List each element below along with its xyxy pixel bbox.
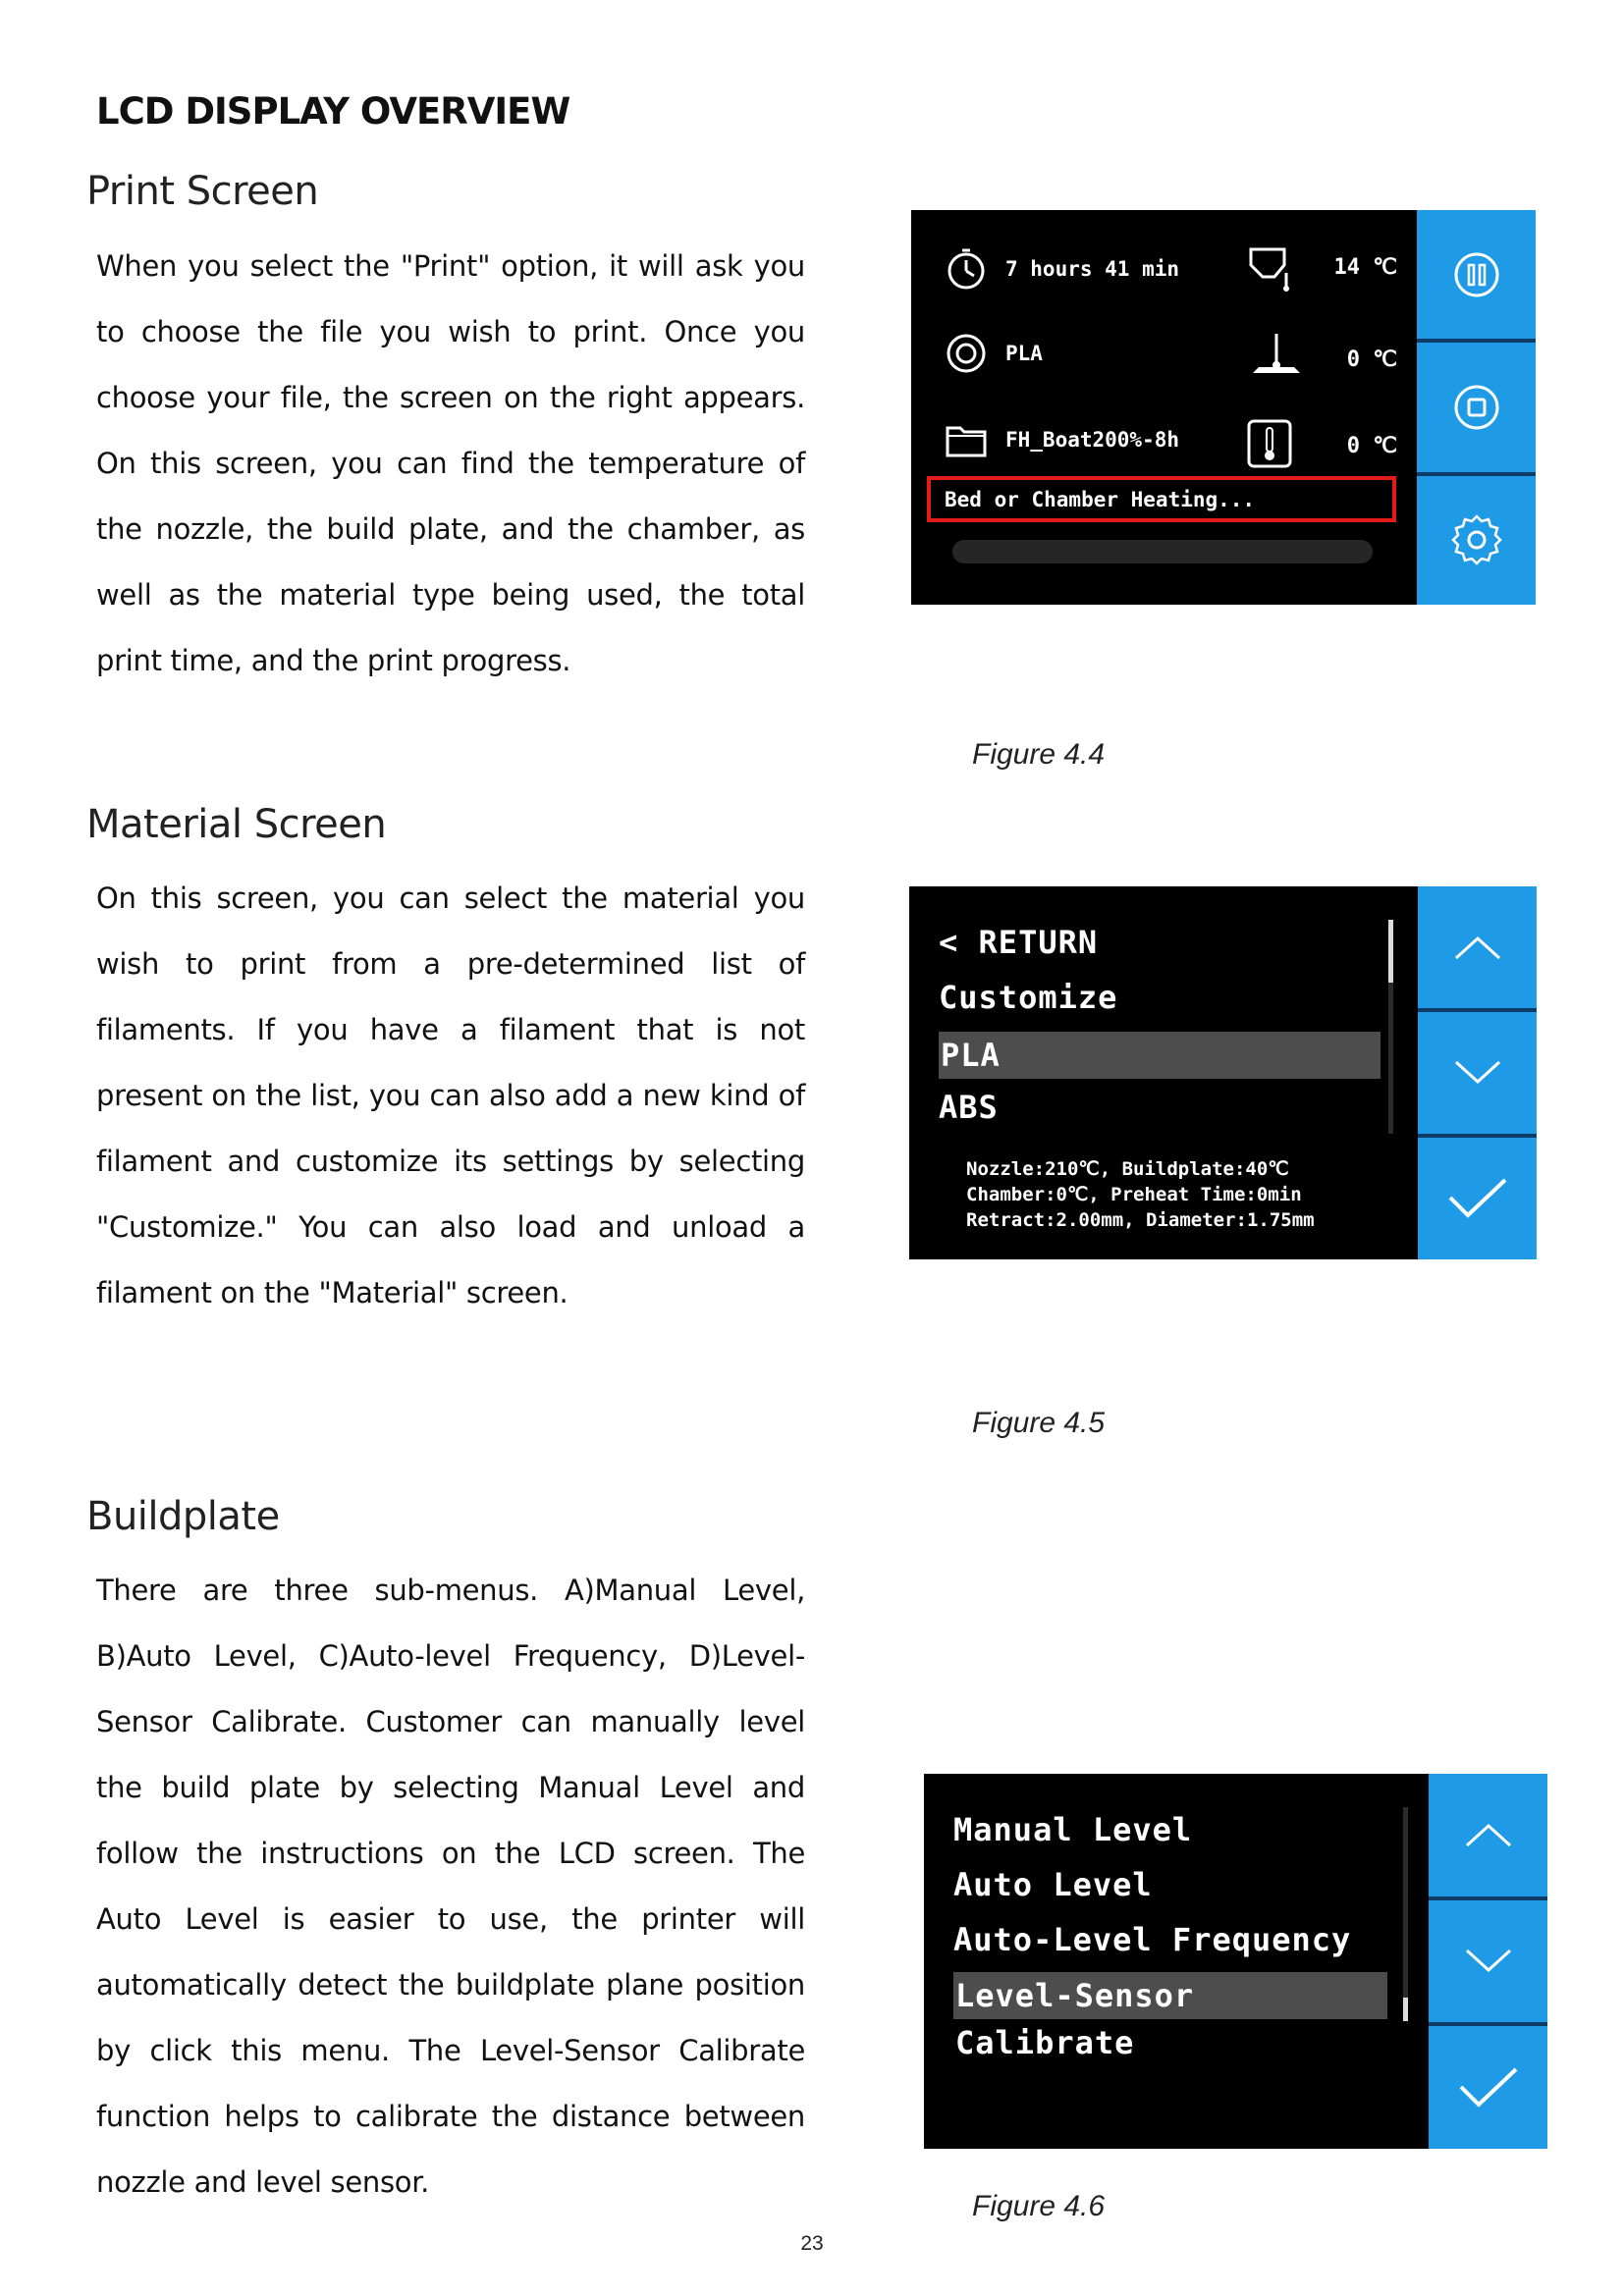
material-value: PLA [1005, 342, 1043, 365]
menu-item-auto-level-frequency[interactable]: Auto-Level Frequency [953, 1921, 1352, 1958]
confirm-button[interactable] [1429, 2026, 1547, 2149]
scroll-up-button[interactable] [1418, 886, 1537, 1012]
menu-item-return[interactable]: < RETURN [939, 924, 1099, 961]
buildplate-title: Buildplate [86, 1494, 280, 1539]
material-row [945, 332, 1043, 375]
buildplate-scroll-thumb[interactable] [1403, 1998, 1408, 2021]
bed-temp-row [1245, 330, 1308, 379]
nozzle-temp-row [1245, 243, 1294, 293]
print-screen-body: When you select the "Print" option, it will ask you to choose the file you wish to print. Once you choose your file, the screen on the right appears. On this screen, you can find the temperature of the nozzle, the build plate, and the chamber, as well as the material type being used, the total print time, and the print progress. [96, 249, 805, 677]
scroll-down-button[interactable] [1418, 1012, 1537, 1138]
material-screen-body: On this screen, you can select the material you wish to print from a pre-determined list of filaments. If you have a filament that is not present on the list, you can also add a new kind of filament and customize its settings by selecting "Customize." You can also load and unload a filament on the "Material" screen. [96, 881, 805, 1309]
check-icon [1457, 2065, 1520, 2110]
print-progress-bar [952, 540, 1373, 563]
material-scroll-thumb[interactable] [1388, 920, 1393, 983]
folder-icon [945, 420, 988, 459]
menu-item-level-sensor-calibrate[interactable]: Level-Sensor Calibrate [953, 1972, 1387, 2019]
stop-button[interactable] [1417, 343, 1536, 475]
menu-item-abs[interactable]: ABS [939, 1089, 999, 1126]
filament-icon [945, 332, 988, 375]
material-scrollbar[interactable] [1388, 920, 1393, 1134]
confirm-button[interactable] [1418, 1138, 1537, 1259]
buildplate-scrollbar[interactable] [1403, 1807, 1408, 2021]
print-screen-title: Print Screen [86, 169, 319, 214]
arrow-down-icon [1452, 1058, 1503, 1088]
buildplate-lcd-screen [924, 1774, 1547, 2149]
settings-button[interactable] [1417, 476, 1536, 605]
scroll-up-button[interactable] [1429, 1774, 1547, 1900]
file-row [945, 420, 1179, 459]
material-info-line-3: Retract:2.00mm, Diameter:1.75mm [966, 1209, 1315, 1231]
print-lcd-screen [911, 210, 1536, 605]
print-time-value: 7 hours 41 min [1005, 257, 1180, 281]
nozzle-temp-value: 14 ℃ [1333, 255, 1397, 280]
chamber-temp-row [1245, 418, 1294, 469]
buildplate-body: There are three sub-menus. A)Manual Level, B)Auto Level, C)Auto-level Frequency, D)Level-Sensor Calibrate. Customer can manually level the build plate by selecting Manual Level and follow the instructions on the LCD screen. The Auto Level is easier to use, the printer will automatically detect the buildplate plane position by click this menu. The Level-Sensor Calibrate function helps to calibrate the distance between nozzle and level sensor. [96, 1574, 805, 2199]
material-screen-title: Material Screen [86, 802, 387, 847]
menu-item-manual-level[interactable]: Manual Level [953, 1811, 1193, 1848]
page-heading: LCD DISPLAY OVERVIEW [96, 90, 570, 133]
arrow-up-icon [1463, 1820, 1514, 1849]
arrow-up-icon [1452, 933, 1503, 962]
material-info-line-2: Chamber:0℃, Preheat Time:0min [966, 1184, 1302, 1205]
bed-temp-value: 0 ℃ [1346, 347, 1397, 372]
material-info [966, 1156, 1315, 1233]
material-info-line-1: Nozzle:210℃, Buildplate:40℃ [966, 1158, 1289, 1180]
stopwatch-icon [945, 247, 988, 291]
material-lcd-screen [909, 886, 1537, 1259]
print-time-row [945, 247, 1179, 291]
page-number: 23 [800, 2232, 824, 2255]
menu-item-customize[interactable]: Customize [939, 979, 1118, 1016]
status-message: Bed or Chamber Heating... [927, 476, 1396, 522]
file-name-value: FH_Boat200%-8h [1005, 428, 1180, 452]
nozzle-icon [1245, 243, 1294, 293]
bed-icon [1245, 330, 1308, 379]
buildplate-side-buttons [1429, 1774, 1547, 2149]
thermometer-icon [1245, 418, 1294, 469]
check-icon [1446, 1176, 1509, 1221]
figure-4-4-caption: Figure 4.4 [972, 738, 1106, 771]
arrow-down-icon [1463, 1947, 1514, 1976]
stop-icon [1452, 383, 1501, 432]
material-side-buttons [1418, 886, 1537, 1259]
menu-item-pla[interactable]: PLA [939, 1032, 1380, 1079]
pause-button[interactable] [1417, 210, 1536, 343]
pause-icon [1452, 250, 1501, 299]
chamber-temp-value: 0 ℃ [1346, 434, 1397, 458]
scroll-down-button[interactable] [1429, 1900, 1547, 2027]
figure-4-6-caption: Figure 4.6 [972, 2190, 1106, 2222]
figure-4-5-caption: Figure 4.5 [972, 1407, 1106, 1439]
settings-icon [1451, 514, 1502, 565]
menu-item-auto-level[interactable]: Auto Level [953, 1866, 1153, 1903]
print-side-buttons [1417, 210, 1536, 605]
